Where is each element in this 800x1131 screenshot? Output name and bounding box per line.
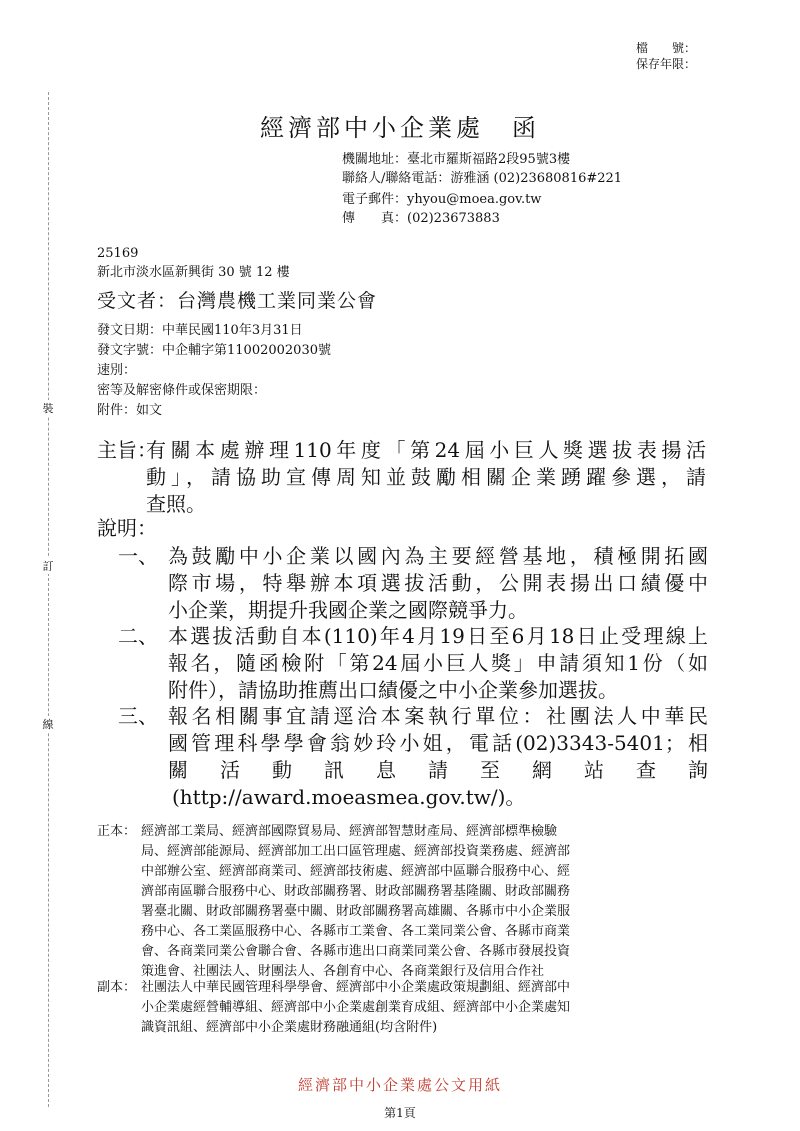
item-line: 本選拔活動自本(110)年4月19日至6月18日止受理線上	[168, 624, 708, 648]
item-line: 報名相關事宜請逕洽本案執行單位：社團法人中華民	[168, 704, 708, 728]
copy-distribution-label: 副本：	[97, 980, 137, 995]
contact-fax: 傳 真：(02)23673883	[342, 211, 500, 226]
distribution-line: 務中心、各工業區服務中心、各縣市工業會、各工業同業公會、各縣市商業	[141, 924, 571, 939]
postal-code: 25169	[97, 246, 139, 261]
contact-email: 電子郵件：yhyou@moea.gov.tw	[342, 192, 542, 207]
subject-line: 查照。	[146, 492, 206, 516]
page-number: 第1頁	[384, 1106, 416, 1120]
contact-person-phone: 聯絡人/聯絡電話：游雅涵 (02)23680816#221	[342, 171, 623, 186]
document-number: 發文字號：中企輔字第11002002030號	[97, 343, 331, 358]
item-line: 國管理科學學會翁妙玲小姐，電話(02)3343-5401；相	[168, 731, 708, 755]
official-stationery-label: 經濟部中小企業處公文用紙	[297, 1076, 502, 1094]
distribution-line: 策進會、社團法人、財團法人、各創育中心、各商業銀行及信用合作社	[141, 964, 545, 979]
explanation-label: 說明：	[97, 516, 157, 540]
item-line: 際市場，特舉辦本項選拔活動，公開表揚出口績優中	[168, 571, 708, 595]
distribution-line: 濟部南區聯合服務中心、財政部關務署、財政部關務署基隆關、財政部關務	[141, 884, 571, 899]
item-line: 小企業，期提升我國企業之國際競爭力。	[168, 598, 528, 622]
main-distribution-label: 正本：	[97, 824, 137, 839]
distribution-line: 社團法人中華民國管理科學學會、經濟部中小企業處政策規劃組、經濟部中	[141, 980, 571, 995]
distribution-line: 識資訊組、經濟部中小企業處財務融通組(均含附件)	[141, 1020, 438, 1035]
retention-period-label: 保存年限：	[635, 57, 696, 71]
distribution-line: 署臺北關、財政部關務署臺中關、財政部關務署高雄關、各縣市中小企業服	[141, 904, 571, 919]
binding-line	[48, 92, 49, 1107]
item-line: (http://award.moeasmea.gov.tw/)。	[172, 785, 526, 809]
recipient-address: 新北市淡水區新興街 30 號 12 樓	[97, 265, 290, 280]
item-number: 二、	[118, 624, 158, 648]
distribution-line: 會、各商業同業公會聯合會、各縣市進出口商業同業公會、各縣市發展投資	[141, 944, 571, 959]
subject-label: 主旨：	[97, 438, 157, 462]
distribution-line: 局、經濟部能源局、經濟部加工出口區管理處、經濟部投資業務處、經濟部	[141, 844, 571, 859]
file-number-label: 檔 號：	[635, 41, 696, 55]
distribution-line: 中部辦公室、經濟部商業司、經濟部技術處、經濟部中區聯合服務中心、經	[141, 864, 571, 879]
item-line: 關活動訊息請至網站查詢	[168, 758, 708, 782]
document-title: 經濟部中小企業處 函	[260, 114, 540, 142]
agency-address: 機關地址：臺北市羅斯福路2段95號3樓	[342, 152, 571, 167]
item-line: 報名，隨函檢附「第24屆小巨人獎」申請須知1份（如	[168, 651, 708, 675]
item-number: 一、	[118, 544, 158, 568]
item-line: 為鼓勵中小企業以國內為主要經營基地，積極開拓國	[168, 544, 708, 568]
item-number: 三、	[118, 704, 158, 728]
binding-mark-staple: 訂	[36, 558, 60, 574]
subject-line: 動」，請協助宣傳周知並鼓勵相關企業踴躍參選，請	[146, 465, 706, 489]
issue-date: 發文日期：中華民國110年3月31日	[97, 323, 303, 338]
item-line: 附件），請協助推薦出口績優之中小企業參加選拔。	[168, 678, 618, 702]
binding-mark-line: 線	[36, 716, 60, 732]
delivery-speed: 速別：	[97, 363, 137, 378]
recipient: 受文者：台灣農機工業同業公會	[97, 290, 378, 312]
binding-mark-bind: 裝	[36, 400, 60, 416]
subject-text	[146, 437, 706, 518]
attachment: 附件：如文	[97, 403, 163, 418]
distribution-line: 經濟部工業局、經濟部國際貿易局、經濟部智慧財產局、經濟部標準檢驗	[141, 824, 558, 839]
security-level: 密等及解密條件或保密期限：	[97, 383, 267, 398]
distribution-line: 小企業處經營輔導組、經濟部中小企業處創業育成組、經濟部中小企業處知	[141, 1000, 571, 1015]
subject-line: 有關本處辦理110年度「第24屆小巨人獎選拔表揚活	[146, 438, 706, 462]
